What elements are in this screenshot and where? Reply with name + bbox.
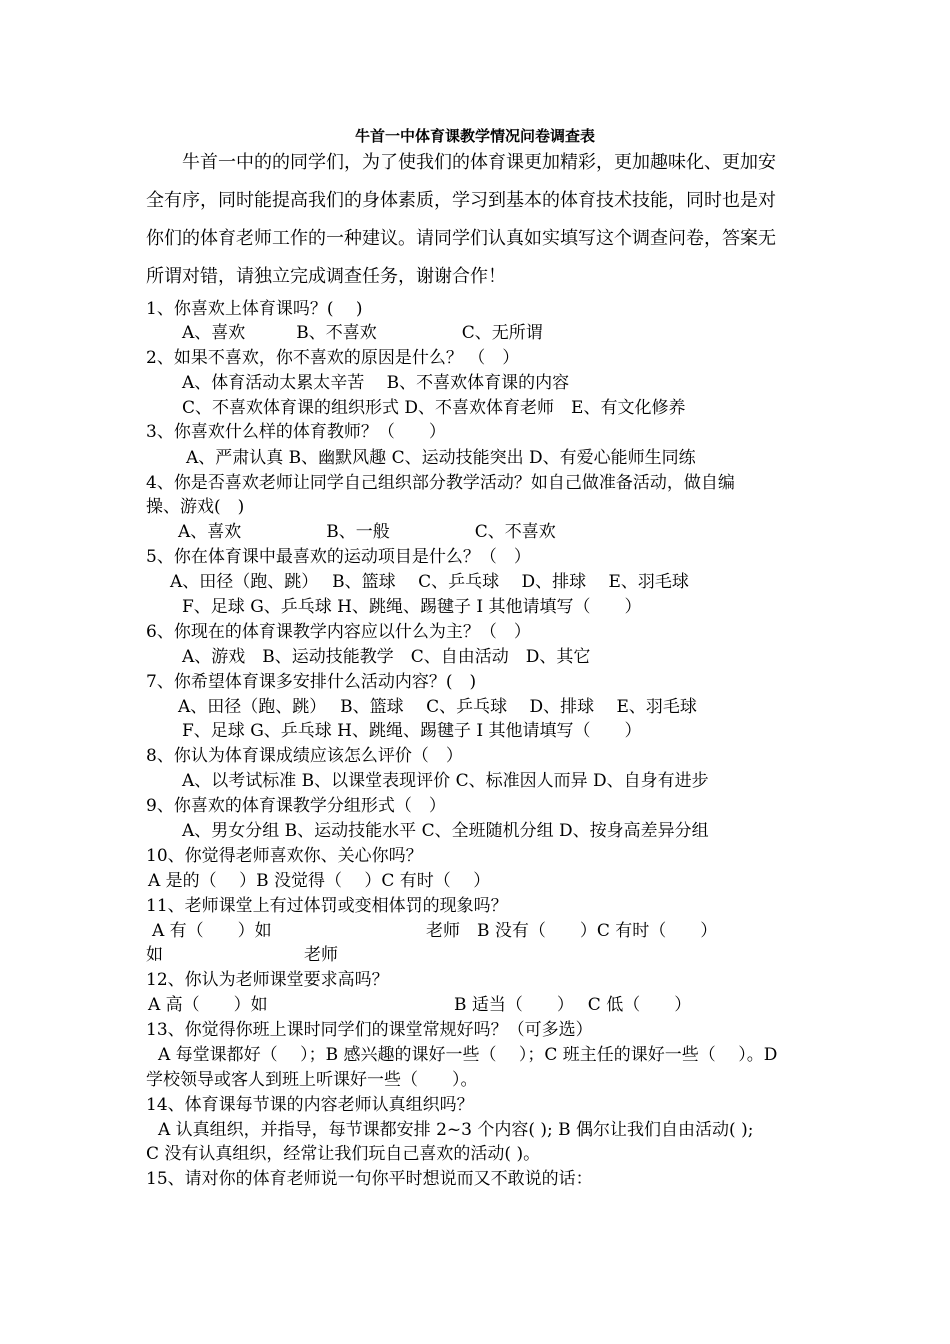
question-13: 13、你觉得你班上课时同学们的课堂常规好吗？（可多选） (146, 1020, 593, 1040)
question-11-cont: 如 (146, 945, 163, 965)
question-9-options: A、男女分组 B、运动技能水平 C、全班随机分组 D、按身高差异分组 (182, 821, 709, 841)
question-13-options: A 每堂课都好（ ）；B 感兴趣的课好一些（ ）；C 班主任的课好一些（ ）。D (158, 1045, 778, 1065)
question-8-options: A、以考试标准 B、以课堂表现评价 C、标准因人而异 D、自身有进步 (182, 771, 709, 791)
question-5-options: F、足球 G、乒乓球 H、跳绳、踢毽子 I 其他请填写（ ） (182, 597, 642, 617)
question-3-options: A、严肃认真 B、幽默风趣 C、运动技能突出 D、有爱心能师生同练 (186, 448, 696, 468)
question-5: 5、你在体育课中最喜欢的运动项目是什么？（ ） (146, 547, 531, 567)
question-14: 14、体育课每节课的内容老师认真组织吗？ (146, 1095, 474, 1115)
question-4-options: A、喜欢 B、一般 C、不喜欢 (178, 522, 556, 542)
intro-line: 牛首一中的的同学们，为了使我们的体育课更加精彩，更加趣味化、更加安 (182, 152, 776, 173)
question-4: 4、你是否喜欢老师让同学自己组织部分教学活动？如自己做准备活动，做自编 (146, 473, 735, 493)
question-9: 9、你喜欢的体育课教学分组形式（ ） (146, 796, 446, 816)
intro-line: 所谓对错，请独立完成调查任务，谢谢合作！ (146, 266, 506, 287)
question-11-options: 老师 B 没有（ ）C 有时（ ） (426, 921, 718, 941)
question-7-options: A、田径（跑、跳） B、篮球 C、乒乓球 D、排球 E、羽毛球 (178, 697, 697, 717)
question-14-options: C 没有认真组织，经常让我们玩自己喜欢的活动( )。 (146, 1144, 541, 1164)
question-11: 11、老师课堂上有过体罚或变相体罚的现象吗？ (146, 896, 508, 916)
question-14-options: A 认真组织，并指导，每节课都安排 2~3 个内容( ); B 偶尔让我们自由活动( ); (158, 1120, 754, 1140)
question-2: 2、如果不喜欢，你不喜欢的原因是什么？ （ ） (146, 348, 520, 368)
question-6-options: A、游戏 B、运动技能教学 C、自由活动 D、其它 (182, 647, 591, 667)
question-12-options: B 适当（ ） C 低（ ） (454, 995, 692, 1015)
intro-line: 全有序，同时能提高我们的身体素质，学习到基本的体育技术技能，同时也是对 (146, 190, 776, 211)
question-8: 8、你认为体育课成绩应该怎么评价（ ） (146, 746, 463, 766)
question-2-options: A、体育活动太累太辛苦 B、不喜欢体育课的内容 (182, 373, 570, 393)
question-3: 3、你喜欢什么样的体育教师？（ ） (146, 422, 446, 442)
question-1: 1、你喜欢上体育课吗？( ) (146, 299, 363, 319)
question-7-options: F、足球 G、乒乓球 H、跳绳、踢毽子 I 其他请填写（ ） (182, 721, 642, 741)
question-5-options: A、田径（跑、跳） B、篮球 C、乒乓球 D、排球 E、羽毛球 (170, 572, 689, 592)
question-1-options: A、喜欢 B、不喜欢 C、无所谓 (182, 323, 543, 343)
intro-line: 你们的体育老师工作的一种建议。请同学们认真如实填写这个调查问卷，答案无 (146, 228, 776, 249)
question-6: 6、你现在的体育课教学内容应以什么为主？（ ） (146, 622, 531, 642)
question-13-options: 学校领导或客人到班上听课好一些（ ）。 (146, 1070, 478, 1090)
question-4-cont: 操、游戏( ) (146, 497, 245, 517)
intro-paragraph (146, 144, 808, 296)
question-11-option-a: A 有（ ）如 (152, 921, 272, 941)
question-12-option-a: A 高（ ）如 (148, 995, 268, 1015)
question-15: 15、请对你的体育老师说一句你平时想说而又不敢说的话： (146, 1169, 593, 1189)
question-10-options: A 是的（ ）B 没觉得（ ）C 有时（ ） (148, 871, 491, 891)
question-11-cont: 老师 (304, 945, 338, 965)
page-title: 牛首一中体育课教学情况问卷调查表 (354, 127, 595, 145)
question-12: 12、你认为老师课堂要求高吗？ (146, 970, 389, 990)
question-2-options: C、不喜欢体育课的组织形式 D、不喜欢体育老师 E、有文化修养 (182, 398, 686, 418)
question-7: 7、你希望体育课多安排什么活动内容？( ) (146, 672, 477, 692)
question-10: 10、你觉得老师喜欢你、关心你吗？ (146, 846, 423, 866)
